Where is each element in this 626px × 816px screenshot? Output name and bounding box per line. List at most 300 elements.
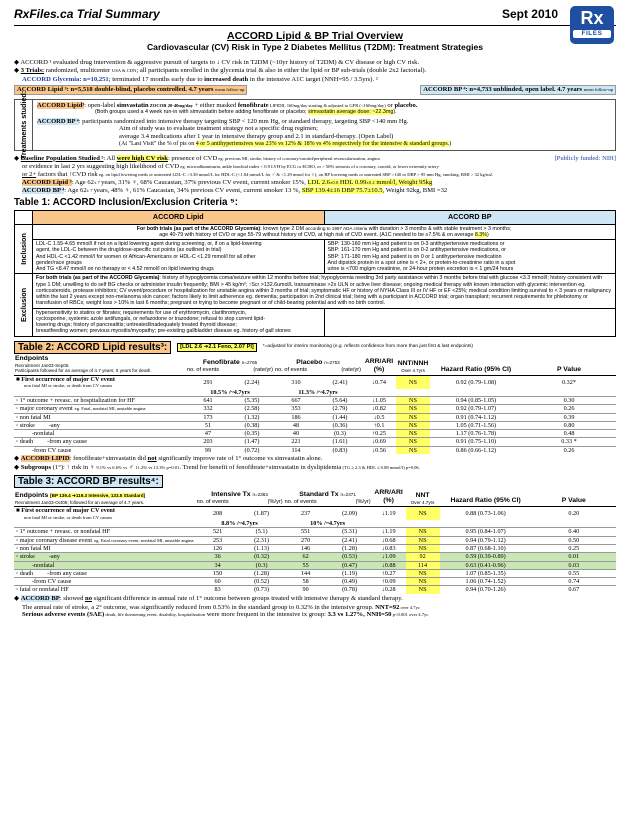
t3-conclusion-1: ◆ ACCORD BP: showed no significant difference in annual rate of 1° outcome between groups treated with intensive therapy & standard therapy. xyxy=(14,594,403,602)
baseline-l2b: eg. microalbuminuria, ankle brachial index < 0.9 LVH by ECG or ECHO, or > 50% stenosis of a coronary, carotid, or lower extremity artery xyxy=(179,164,439,170)
t3-h-std xyxy=(284,488,372,507)
treatments-label-text: Treatments studied: xyxy=(18,90,28,159)
t3-c3e: p<0.001 over 4.7yr. xyxy=(391,612,429,618)
bl-l4b: : Age 62 xyxy=(71,178,94,186)
inclusion-both xyxy=(33,225,615,241)
table3-arr-value: ↓0.28 xyxy=(372,586,406,594)
placebo-label: placebo. xyxy=(394,101,418,109)
table3-endpoint-note: eg. Fatal coronary event, nonfatal MI, unstable angina xyxy=(94,537,194,543)
baseline-l2a: or evidence in last 2 yrs suggesting high likelihood of CVD xyxy=(22,163,180,171)
t3-h-noev-b: no. of events xyxy=(284,498,317,505)
baseline-lipid xyxy=(14,179,616,187)
table3-endpoint-cell: ◦ death -from any cause xyxy=(14,569,196,577)
baseline-label: Baseline Population Studied ⁵ xyxy=(20,154,104,162)
table1-exclusion xyxy=(15,274,615,335)
table2-group-b-rate: (0.3) xyxy=(318,430,362,438)
table3-group-a-rate: (0.32) xyxy=(240,553,284,561)
table2-group-b-events: 186 xyxy=(274,413,318,421)
table2-summary-empty xyxy=(430,389,522,397)
table3-title-row xyxy=(14,475,616,489)
bl-l5c: ± 7 xyxy=(86,187,94,193)
treatments-side-label xyxy=(15,90,33,159)
table2-group-b-events: 310 xyxy=(274,375,318,388)
table2-arr-value: ↓0.56 xyxy=(362,446,396,454)
table3-nnt-value: NS xyxy=(406,507,440,520)
table3-nnt-value: 114 xyxy=(406,561,440,569)
table3-group-a-rate: (1.28) xyxy=(240,569,284,577)
table3-p-value: 0.25 xyxy=(532,544,616,552)
table2-endpoint-label: major coronary event xyxy=(19,405,73,413)
t3-h-endpoints-text: Endpoints xyxy=(15,491,49,499)
table3-endpoint-sublabel: -any xyxy=(48,553,60,561)
table3-group-b-events: 58 xyxy=(284,578,328,586)
funding-note: [Publicly funded: NIH] xyxy=(554,154,616,162)
table2-nnt-value: NS xyxy=(396,446,430,454)
table3-nnt-value: NS xyxy=(406,536,440,544)
t2-h-plac-n: n=2753 xyxy=(324,360,340,366)
table3-hazard-ratio: 0.95 (0.84-1.07) xyxy=(440,528,532,536)
t2-c1b: : fenofibrate+simvastatin did xyxy=(69,455,148,463)
table2-endpoint-cell: ◦ non fatal MI xyxy=(14,413,186,421)
table3-summary-b: 10% /~4.7yrs xyxy=(310,519,346,527)
table3-p-value: 0.40 xyxy=(532,528,616,536)
t3-h-int-n: n=2363 xyxy=(252,491,268,497)
table3-nnt-value: 92 xyxy=(406,553,440,561)
t3-h-nnt xyxy=(406,488,440,507)
table3-group-a-events: 208 xyxy=(196,507,240,520)
table3-p-value: 0.67 xyxy=(532,586,616,594)
lipid-treatment xyxy=(37,102,611,110)
table3-group-b-events: 90 xyxy=(284,586,328,594)
table3-group-b-rate: (0.53) xyxy=(328,553,372,561)
table2-arr-value: ↓1.05 xyxy=(362,396,396,404)
table2-endpoint-sublabel: -any xyxy=(48,421,60,429)
table3-group-a-events: 126 xyxy=(196,544,240,552)
intro-text-2b: randomized, multicenter xyxy=(44,67,112,75)
lipid-exclusion xyxy=(33,309,325,336)
table3-group-a-events: 83 xyxy=(196,586,240,594)
table3-arr-value: ↑0.09 xyxy=(372,578,406,586)
table2-endpoint-label: death xyxy=(19,438,34,446)
table3-nnt-value: NS xyxy=(406,544,440,552)
bp-followup-note: mean follow-up xyxy=(583,86,613,92)
table2-row xyxy=(14,375,616,388)
table2-p-value: 0.26 xyxy=(522,446,616,454)
intro-section xyxy=(14,59,616,95)
table3-endpoint-cell: ◦ stroke -any xyxy=(14,553,196,561)
table2-summary-b: 11.3% /~4.7yrs xyxy=(298,388,338,396)
table2-hazard-ratio: 1.05 (0.71-1.56) xyxy=(430,421,522,429)
intro-line-3 xyxy=(14,76,616,84)
table3-endpoint-cell xyxy=(14,561,196,569)
intro-text-1: ACCORD ¹ evaluated drug intervention & aggressive pursuit of targets to ↓ CV risk in T2DM (~10yr history of T2DM) & CV disease or high CV risk. xyxy=(20,58,420,66)
table2-group-a-rate: (0.35) xyxy=(230,430,274,438)
exclusion-body xyxy=(33,274,615,335)
inc-both-1d: with duration > 3 months & with stable treatment > 3 months; xyxy=(367,225,512,232)
lipid-enrollment xyxy=(14,85,247,95)
table2-endpoint-sublabel: -from CV cause xyxy=(32,446,72,454)
lipid-inc-3: gender/race groups xyxy=(36,259,82,266)
t2-h-rate-a: (rate/yr) xyxy=(253,367,273,374)
table3-p-value: 0.50 xyxy=(532,536,616,544)
t3-c3c: were more frequent in the intensive tx group: xyxy=(205,611,328,619)
table2-endpoint-cell: ◦ 1° outcome + revasc. or hospitalization for HF xyxy=(14,396,186,404)
table3 xyxy=(14,488,616,594)
lipid-followup-note: mean follow-up xyxy=(215,86,245,92)
table3-arr-value: ↓0.68 xyxy=(372,536,406,544)
bl-l4d: years, 31% ♀, 68% Caucasian, 37% previous CV event, current smoker 15%, xyxy=(101,178,308,186)
table2-group-b-rate: (1.61) xyxy=(318,438,362,446)
t3-bp-note: [BP 139.4 ➜119.3 Intensive, 133.5 Standard] xyxy=(50,492,146,498)
table3-row xyxy=(14,536,616,544)
table3-endpoint-label: stroke xyxy=(19,553,35,561)
table3-title: Table 3: ACCORD BP results⁴: xyxy=(14,475,163,489)
table3-group-a-rate: (0.3) xyxy=(240,561,284,569)
t2-h-end-s2: Participants followed for an average of 4.7 years; 5 years for death. xyxy=(15,368,152,374)
table3-row xyxy=(14,586,616,594)
table2-nnt-value: NS xyxy=(396,375,430,388)
t2-h-noev-a: no. of events xyxy=(187,367,220,374)
table2-p-value: 0.32* xyxy=(522,375,616,388)
lipid-run-in xyxy=(37,109,611,115)
lipid-t-e: + either masked xyxy=(192,101,238,109)
table3-conclusions xyxy=(14,595,616,619)
bp-enrollment xyxy=(420,85,616,95)
table2-row xyxy=(14,430,616,438)
table2-nnt-value: NS xyxy=(396,405,430,413)
table3-group-b-rate: (1.19) xyxy=(328,569,372,577)
table3-row xyxy=(14,561,616,569)
table2-summary-empty xyxy=(522,389,616,397)
table3-hazard-ratio: 0.87 (0.68-1.10) xyxy=(440,544,532,552)
table2-endpoint-label: non fatal MI xyxy=(19,413,51,421)
t3-conclusion-2 xyxy=(14,604,616,612)
table3-group-a-rate: (5.1) xyxy=(240,528,284,536)
table2-nnt-value: NS xyxy=(396,413,430,421)
site-title: RxFiles.ca Trial Summary xyxy=(14,7,160,21)
table2-adjusted-note: *=adjusted for interim monitoring (e.g. reflects confidence from more than just first & last endpoints) xyxy=(262,344,473,350)
table3-arr-value: ↓1.19 xyxy=(372,507,406,520)
bp-inc-1: SBP: 161-170 mm Hg and patient is on 0-2 antihypertensive medications, or xyxy=(327,247,506,254)
table3-endpoint-label: 1° outcome + revasc. or nonfatal HF xyxy=(19,528,111,536)
table2-group-b-rate: (2.79) xyxy=(318,405,362,413)
table2-nnt-value: NS xyxy=(396,438,430,446)
t2-h-rate-b: (rate/yr) xyxy=(341,367,361,374)
t2-c1a: ACCORD LIPID xyxy=(20,455,70,463)
intro-text-2d: ; all participants enrolled in the glycemia trial & also in either the lipid or BP sub-trials (double 2x2 factorial). xyxy=(136,67,427,75)
table2-p-value: 0.39 xyxy=(522,413,616,421)
t3-h-rate-b: (%/yr) xyxy=(355,498,371,505)
high-cv-risk: were high CV risk xyxy=(116,154,168,162)
table3-header xyxy=(14,488,616,507)
table2-summary-row xyxy=(14,389,616,397)
table3-endpoint-cell: ◦ fatal or nonfatal HF xyxy=(14,586,196,594)
bp-last-a: (At "Last Visit" the % of pts on xyxy=(119,140,196,147)
bp-inc-3: And dipstick protein in a spot urine is < 2+, or protein-to-creatinine ratio in a spot xyxy=(327,259,516,266)
t3-c1c: no xyxy=(85,594,92,602)
table3-summary-row xyxy=(14,520,616,528)
t3-c2c: over 4.7yr. xyxy=(399,604,421,610)
table2 xyxy=(14,354,616,454)
table2-hazard-ratio: 0.92 (0.79-1.08) xyxy=(430,375,522,388)
table1-header xyxy=(15,211,615,224)
bp-inc-2: SBP: 171-180 mm Hg and patient is on 0 or 1 antihypertensive medication xyxy=(327,253,502,260)
table2-summary-blank xyxy=(14,389,186,397)
table3-group-a-events: 521 xyxy=(196,528,240,536)
table3-endpoint-cell xyxy=(14,578,196,586)
t2-h-plac xyxy=(274,354,362,375)
t2-h-feno-n: n=2765 xyxy=(241,360,258,366)
table3-endpoint-label: First occurrence of major CV event xyxy=(21,507,115,515)
t2-c2e: 11.2% vs 13.3% xyxy=(135,464,166,470)
table2-row xyxy=(14,405,616,413)
table3-endpoint-label: fatal or nonfatal HF xyxy=(19,586,69,594)
table3-group-b-events: 146 xyxy=(284,544,328,552)
lipid-inc-1: agent, the LDL-C between the drug/dose-specific cut points (as outlined in trial) xyxy=(36,247,222,254)
table2-conclusions xyxy=(14,455,616,472)
table2-p-value: 0.33 * xyxy=(522,438,616,446)
bl-l4c: ± 7 xyxy=(93,179,102,185)
table2-endpoint-cell xyxy=(14,446,186,454)
table3-group-b-rate: (1.28) xyxy=(328,544,372,552)
baseline-line-2 xyxy=(14,163,616,171)
bl-l4h: ±0.2 xyxy=(366,179,375,185)
t2-h-noev-b: no. of events xyxy=(275,367,308,374)
t2-h-hr: Hazard Ratio (95% CI) xyxy=(430,354,522,375)
t3-c3a: Serious adverse events (SAE) xyxy=(22,611,105,619)
glycemia-label: ACCORD Glycemia: n=10,251 xyxy=(22,76,109,84)
table2-endpoint-cell xyxy=(14,430,186,438)
intro-line-1: ◆ ACCORD ¹ evaluated drug intervention & aggressive pursuit of targets to ↓ CV risk in T2DM (~10yr history of T2DM) & CV disease or high CV risk. xyxy=(14,58,420,66)
t2-conclusion-2: ◆ Subgroups (1°): ↑ risk in ♀ 9.1% vs 6.6% vs ♂ 11.2% vs 13.3% p=0.01. Trend for benefit of fenofibrate+simvastatin in dyslipidemia (TG ≥ 2.3 & HDL ≤ 0.88 mmol/l) p=0.06. xyxy=(14,463,420,471)
baseline-lipid-label: ACCORD Lipid ³ xyxy=(22,178,72,186)
rxfiles-logo xyxy=(570,6,614,44)
bp-exclusion xyxy=(325,309,616,336)
t3-c3b: death, life threatening event, disability, hospitalization xyxy=(104,612,206,618)
t2-h-plac-text: Placebo xyxy=(296,359,323,367)
logo-files-text: FILES xyxy=(573,30,611,38)
run-in-end: ). xyxy=(393,109,397,116)
t3-c2a: The annual rate of stroke, a 2° outcome, was significantly reduced from 0.53% in the standard group to 0.32% in the intensive group. xyxy=(22,603,376,611)
baseline-d: : presence of CVD xyxy=(167,154,218,162)
t3-h-end-s1: Recruitment Jan03-Oct05; followed for an average of 4.7 years. xyxy=(15,499,145,505)
table3-endpoint-sublabel: -from any cause xyxy=(47,569,88,577)
table2-hazard-ratio: 0.94 (0.85-1.05) xyxy=(430,396,522,404)
table2-row xyxy=(14,438,616,446)
t2-h-nnt-text: NNT/NNH xyxy=(397,360,429,368)
table3-nnt-value: NS xyxy=(406,586,440,594)
inc-both-1b: : known type 2 DM xyxy=(260,225,306,232)
table3-hazard-ratio: 0.63 (0.41-0.96) xyxy=(440,561,532,569)
table2-endpoint-sublabel: -nonfatal xyxy=(32,430,55,438)
increased-death: increased death xyxy=(204,76,249,84)
lipid-exc-0: hypersensitivity to statins or fibrates; requirements for use of erythromycin, clarithromycin, xyxy=(36,309,247,316)
table2-arr-value: ↑0.25 xyxy=(362,430,396,438)
bl-l5d: years, 48% ♀, 61% Caucasian, 34% previous CV event, current smoker 13 %, xyxy=(93,186,302,194)
lipid-t-b: : open-label xyxy=(84,101,117,109)
t2-h-endpoints xyxy=(14,354,186,375)
t2-h-arr: ARR/ARI (%) xyxy=(362,354,396,375)
table3-group-b-rate: (0.78) xyxy=(328,586,372,594)
table2-endpoint-sublabel: -from any cause xyxy=(47,438,88,446)
table2-row xyxy=(14,396,616,404)
baseline-section xyxy=(14,155,616,195)
table3-arr-value: ↓0.88 xyxy=(372,561,406,569)
zocor-dose: ZOCOR 20-40mg/day xyxy=(148,102,193,108)
exclusion-label: Exclusion xyxy=(18,287,28,322)
table3-endpoint-sublabel: -from CV cause xyxy=(32,578,72,586)
page-title: ACCORD Lipid & BP Trial Overview xyxy=(226,30,403,42)
simvastatin-label: simvastatin xyxy=(116,101,149,109)
baseline-l3a: or 2+ xyxy=(22,171,37,179)
bl-l4f: ±0.8 xyxy=(329,179,339,185)
table3-group-b-events: 144 xyxy=(284,569,328,577)
baseline-line-3 xyxy=(14,171,616,179)
table2-endpoint-note: eg. Fatal, nonfatal MI, unstable angina xyxy=(74,406,146,412)
lipid-exc-3: breastfeeding women; previous myositis/myopathy; pre-existing gallbladder disease eg. history of gall stones xyxy=(36,328,291,335)
fenofibrate-label: fenofibrate xyxy=(237,101,269,109)
t3-conclusion-3 xyxy=(14,611,616,619)
table2-nnt-value: NS xyxy=(396,421,430,429)
table3-group-a-events: 34 xyxy=(196,561,240,569)
header-date: Sept 2010 xyxy=(501,7,558,21)
table2-group-a-events: 47 xyxy=(186,430,230,438)
baseline-bp-label: ACCORD BP ⁴ xyxy=(22,186,65,194)
table3-p-value: 0.55 xyxy=(532,569,616,577)
table2-header xyxy=(14,354,616,375)
baseline-b: : All xyxy=(103,154,117,162)
table2-arr-value: ↑0.1 xyxy=(362,421,396,429)
table1-inclusion xyxy=(15,225,615,275)
exclusion-side xyxy=(15,274,33,335)
inc-both-2c: ) xyxy=(486,231,489,238)
table2-group-b-rate: (1.44) xyxy=(318,413,362,421)
table3-hazard-ratio: 1.07 (0.85-1.35) xyxy=(440,569,532,577)
table3-p-value: 0.74 xyxy=(532,578,616,586)
lipid-inc-0: LDL-C 1.55-4.65 mmol/l if not on a lipid lowering agent during screening, or, if on a lipid-lowering xyxy=(36,241,262,248)
t3-c3d: 3.3 vs 1.27%, NNH=50 xyxy=(327,611,392,619)
table2-hazard-ratio: 0.91 (0.75-1.10) xyxy=(430,438,522,446)
table3-group-a-rate: (1.13) xyxy=(240,544,284,552)
table2-group-a-rate: (1.32) xyxy=(230,413,274,421)
table2-group-b-events: 353 xyxy=(274,405,318,413)
lipid-inclusion xyxy=(33,240,325,273)
lipid-inc-2: And HDL-C <1.42 mmol/l for women or African-Americans or HDL-C <1.29 mmol/l for all other xyxy=(36,253,256,260)
table2-endpoint-cell: ◦ death -from any cause xyxy=(14,438,186,446)
table3-summary-empty xyxy=(440,520,532,528)
baseline-line-1: ◆ Baseline Population Studied ⁵: All were high CV risk: presence of CVD eg. previous MI, stroke, history of coronary/carotid/peripheral revascularization, angina [Publicly funded: NIH] xyxy=(14,154,616,162)
t3-c2b: NNT=92 xyxy=(375,603,400,611)
bp-treatment xyxy=(37,118,611,126)
bl-l5b: : Age 62 xyxy=(64,186,87,194)
table2-group-b-rate: (0.36) xyxy=(318,421,362,429)
inc-both-2a: age 40-79 with history of CVD or age 55-79 without history of CVD, at high risk of CVD event. (A1C needed to be ≥7.5% & on average xyxy=(159,231,475,238)
bp-t-b: : participants randomized into intensive therapy targeting SBP < 120 mm Hg, or standard therapy, targeting SBP <140 mm Hg. xyxy=(78,117,409,125)
t2-c2d: ♂ xyxy=(127,463,136,471)
table3-endpoint-cell: ■ First occurrence of major CV event non fatal MI or stroke, or death from CV causes xyxy=(14,507,196,520)
table2-hazard-ratio: 0.92 (0.79-1.07) xyxy=(430,405,522,413)
table3-endpoint-label: non fatal MI xyxy=(19,544,51,552)
table2-p-value: 0.80 xyxy=(522,421,616,429)
t2-h-end-s1: Recruitment Jan03-Sep05. xyxy=(15,363,70,369)
t3-h-nnt-s: Over 4.7yrs xyxy=(410,499,435,505)
ldl-hdl-values xyxy=(308,179,396,186)
table2-endpoint-note: non fatal MI or stroke, or death from CV causes xyxy=(24,383,113,389)
table3-group-b-rate: (2.41) xyxy=(328,536,372,544)
lipid-enrollment-text: ACCORD Lipid ³: n=5,518 double-blind, placebo controlled. 4.7 years xyxy=(17,85,214,93)
table2-nnt-value: NS xyxy=(396,396,430,404)
inc-both-1a: For both trials (as part of the ACCORD Glycemia) xyxy=(136,225,261,232)
table3-hazard-ratio: 0.59 (0.39-0.89) xyxy=(440,553,532,561)
table2-summary-empty xyxy=(396,389,430,397)
table2-group-a-events: 203 xyxy=(186,438,230,446)
table2-group-b-events: 667 xyxy=(274,396,318,404)
t3-h-int-text: Intensive Tx xyxy=(211,490,251,498)
table3-group-b-events: 237 xyxy=(284,507,328,520)
t3-h-arr: ARR/ARI (%) xyxy=(372,488,406,507)
table2-row xyxy=(14,413,616,421)
t2-c1d: significantly improve rate of 1° outcome vs simvastatin alone. xyxy=(156,455,323,463)
table2-group-a-rate: (2.58) xyxy=(230,405,274,413)
table3-group-b-events: 551 xyxy=(284,528,328,536)
table3-group-a-events: 60 xyxy=(196,578,240,586)
bp-inclusion xyxy=(325,240,616,273)
t2-h-p: P Value xyxy=(522,354,616,375)
table3-group-a-rate: (0.52) xyxy=(240,578,284,586)
table2-endpoint-cell: ◦ major coronary event eg. Fatal, nonfatal MI, unstable angina xyxy=(14,405,186,413)
baseline-l3c: eg. on lipid lowering meds or untreated LDL-C >3.38 mmol/L for HDL-C (<1.04 mmol/L for ♂ & <1.29 mmol for ♀), on BP lowering meds or untreated SBP >140 or DBP > 95 mm Hg, smoking, BMI > 32 kg/m2. xyxy=(97,172,494,178)
bp-aim: Aim of study was to evaluate treatment strategy not a specific drug regimen; xyxy=(119,125,318,133)
table2-group-a-events: 51 xyxy=(186,421,230,429)
table2-group-b-events: 48 xyxy=(274,421,318,429)
table2-group-a-rate: (0.38) xyxy=(230,421,274,429)
bp-meds: average 3.4 medications after 1 year in intensive therapy group and 2.1 in standard-therapy. (Open Label) xyxy=(119,132,394,140)
bl-l5f: , Weight 92kg, BMI =32 xyxy=(382,186,448,194)
logo-rx-text: Rx xyxy=(580,8,604,28)
t2-c2f: p=0.01 xyxy=(165,464,180,470)
t3-h-endpoints xyxy=(14,488,196,507)
bl-l4i: mmol/l xyxy=(374,178,396,186)
table3-group-a-rate: (2.31) xyxy=(240,536,284,544)
t3-h-std-text: Standard Tx xyxy=(299,490,339,498)
table3-summary-blank xyxy=(14,520,196,528)
bl-l4g: HDL 0.99 xyxy=(338,178,367,186)
table3-summary-empty xyxy=(372,520,406,528)
table2-arr-value: ↓0.74 xyxy=(362,375,396,388)
table3-group-a-events: 36 xyxy=(196,553,240,561)
table3-summary-empty xyxy=(532,520,616,528)
table3-hazard-ratio: 1.06 (0.74-1.52) xyxy=(440,578,532,586)
bl-l4j: , Weight 95kg xyxy=(395,178,433,186)
table3-group-b-events: 62 xyxy=(284,553,328,561)
table3-endpoint-cell: ◦ major coronary disease event eg. Fatal coronary event, nonfatal MI, unstable angina xyxy=(16,536,194,544)
table3-endpoint-note: non fatal MI or stroke, or death from CV causes xyxy=(24,514,113,520)
table2-row xyxy=(14,446,616,454)
bl-l5e: SBP 139.4±16 DBP 75.7±10.5 xyxy=(301,186,383,194)
table3-row xyxy=(14,553,616,561)
table2-group-b-rate: (2.41) xyxy=(318,375,362,388)
intro-line-4 xyxy=(14,85,616,95)
table3-p-value: 0.01 xyxy=(532,553,616,561)
table2-group-b-events: 40 xyxy=(274,430,318,438)
table2-hazard-ratio: 1.17 (0.76-1.78) xyxy=(430,430,522,438)
table3-group-b-rate: (0.49) xyxy=(328,578,372,586)
table2-endpoint-label: First occurrence of major CV event xyxy=(21,375,115,383)
table2-nnt-value: NS xyxy=(396,430,430,438)
table2-group-b-events: 114 xyxy=(274,446,318,454)
table3-endpoint-sublabel: -nonfatal xyxy=(32,561,55,569)
table2-group-a-events: 99 xyxy=(186,446,230,454)
